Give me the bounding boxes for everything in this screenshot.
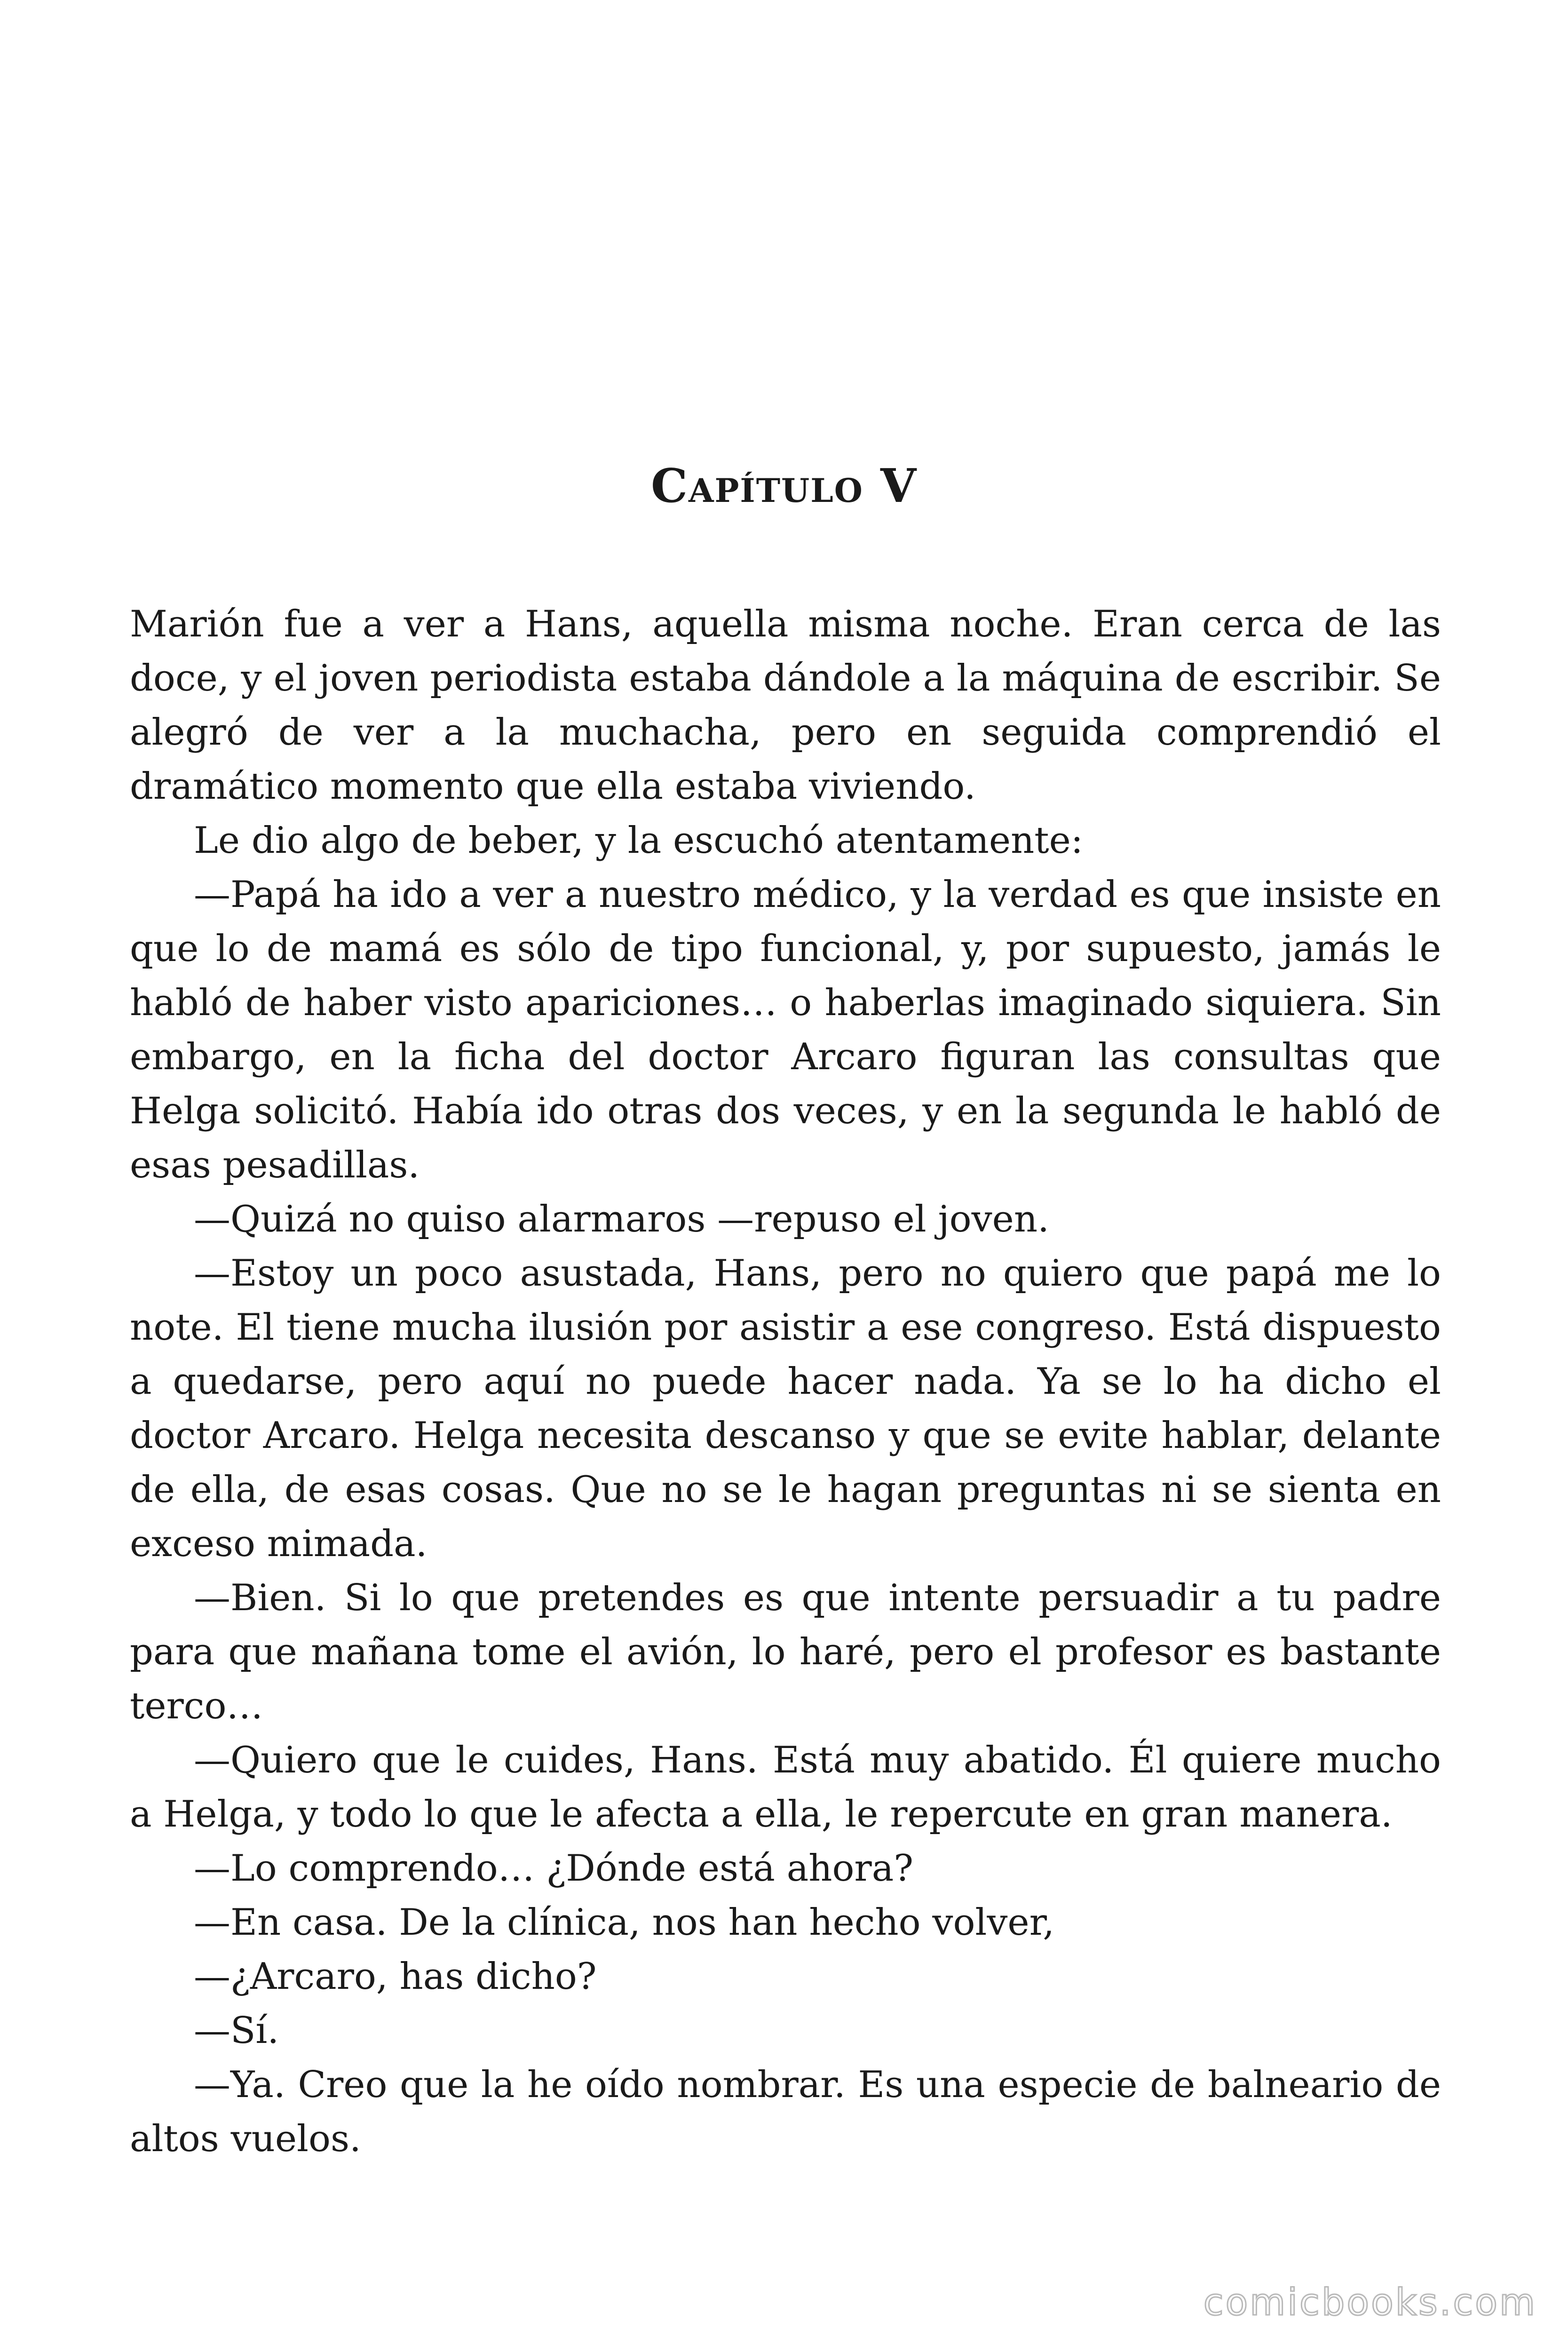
- paragraph: Marión fue a ver a Hans, aquella misma noche. Eran cerca de las doce, y el joven periodista estaba dándole a la máquina de escribir. Se alegró de ver a la muchacha, pero en seguida comprendió el dramático momento que ella estaba viviendo.: [130, 603, 1441, 808]
- chapter-title: Capítulo V: [651, 459, 917, 513]
- paragraph: —Bien. Si lo que pretendes es que intente persuadir a tu padre para que mañana tome el avión, lo haré, pero el profesor es bastante terco…: [130, 1577, 1441, 1727]
- paragraph: —Lo comprendo… ¿Dónde está ahora?: [194, 1847, 914, 1890]
- paragraph: —Papá ha ido a ver a nuestro médico, y la verdad es que insiste en que lo de mamá es sólo de tipo funcional, y, por supuesto, jamás le habló de haber visto apariciones… o haberlas imaginado siquiera. Sin embargo, en la ficha del doctor Arcaro figuran las consultas que Helga solicitó. Había ido otras dos veces, y en la segunda le habló de esas pesadillas.: [130, 874, 1441, 1186]
- paragraph: —Ya. Creo que la he oído nombrar. Es una especie de balneario de altos vuelos.: [130, 2064, 1441, 2160]
- paragraph: —Quizá no quiso alarmaros —repuso el joven.: [194, 1198, 1049, 1240]
- watermark: comicbooks.com: [1203, 2281, 1537, 2324]
- paragraph: Le dio algo de beber, y la escuchó atentamente:: [194, 819, 1084, 862]
- paragraph: —Quiero que le cuides, Hans. Está muy abatido. Él quiere mucho a Helga, y todo lo que le afecta a ella, le repercute en gran manera.: [130, 1739, 1441, 1836]
- paragraph: —¿Arcaro, has dicho?: [194, 1955, 597, 1998]
- paragraph: —Sí.: [194, 2010, 279, 2052]
- chapter-body: [130, 597, 1441, 2166]
- paragraph: —En casa. De la clínica, nos han hecho volver,: [194, 1901, 1055, 1944]
- paragraph: —Estoy un poco asustada, Hans, pero no quiero que papá me lo note. El tiene mucha ilusión por asistir a ese congreso. Está dispuesto a quedarse, pero aquí no puede hacer nada. Ya se lo ha dicho el doctor Arcaro. Helga necesita descanso y que se evite hablar, delante de ella, de esas cosas. Que no se le hagan preguntas ni se sienta en exceso mimada.: [130, 1252, 1441, 1565]
